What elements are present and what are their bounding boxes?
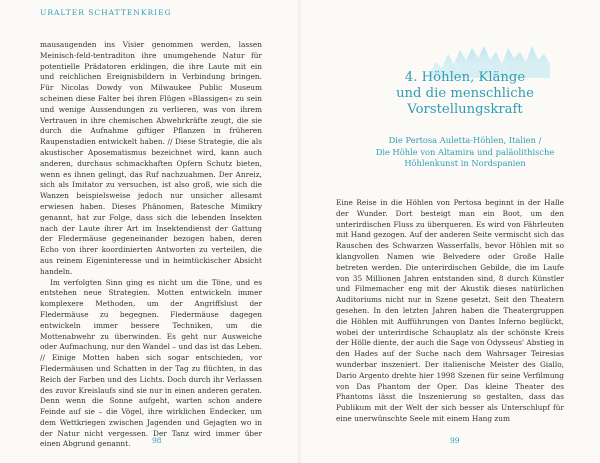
subtitle-line: Höhlenkunst in Nordspanien bbox=[404, 158, 526, 169]
subtitle-line: Die Pertosa Auletta-Höhlen, Italien / bbox=[388, 135, 542, 145]
subtitle-line: Die Höhle von Altamira und paläolithische bbox=[375, 146, 555, 157]
chapter-title-line: und die menschliche bbox=[396, 86, 534, 101]
paragraph: Eine Reise in die Höhlen von Pertosa beginnt in der Halle der Wunder. Dort besteigt man ein Boot, um den unterirdischen Fluss zu überqueren. Es wird von Fährleuten mit Hand gezogen. Auf der anderen Seite vermischt sich das Rauschen des Schwarzen Wasserfalls, bevor Höhlen mit so klangvollen Namen wie Belvedere oder Große Halle betreten werden. Die unterirdischen Gebilde, die im Laufe von 35 Millionen Jahren entstanden sind, 8 durch Künstler und Filmemacher eng mit der Akustik dieses natürlichen Auditoriums nicht nur in Szene gesetzt. Seit den Theatern gesehen. In den letzten Jahren haben die Theatergruppen die Höhlen mit Aufführungen von Dantes Inferno beglückt, wobei der unterirdische Schauplatz als der schönste Kreis der Hölle diente, der auch die Sage von Odysseus' Abstieg in den Hades auf der Suche nach dem Wahrsager Teiresias wunderbar inszeniert. Der italienische Meister des Giallo, Dario Argento drehte hier 1998 Szenen für seine Verfilmung von Das Phantom der Oper. Das kleine Theater des Phantoms lässt die Inszenierung so gestalten, dass das Publikum mit der Welt der sich besser als Unterschlupf für eine unerwünschte Seele mit einem Hang zum bbox=[336, 198, 564, 423]
chapter-subtitle bbox=[340, 135, 590, 170]
paragraph: mausaugenden ins Visier genommen werden, lassen Meinisch-feld-tentraditon ihre unumgehende Natur für potentielle Prädatoren erklingen, die ihre Laute mit ein und reichlichen Ereignisbildern in Verbindung bringen. Für Nicolas Dowdy von Milwaukee Public Museum scheinen diese Falter bei ihren Flügen »Blassigen« zu sein und wenige Aussendungen zu verlieren, was von ihrem Vertrauen in ihre chemischen Abwehrkräfte zeugt, die sie durch die Aufnahme giftiger Pflanzen in früheren Raupenstadien entwickelt haben. // Diese Strategie, die als akustischer Aposematismus bezeichnet wird, kann auch anderen, durchaus schmackhaften Opfern Schutz bieten, wenn es ihnen gelingt, das Ruf nachzuahmen. Der Anreiz, sich als Imitator zu versuchen, ist also groß, wie sich die Wanzen beispielsweise jedoch nur unsicher allesamt erwiesen haben. Dieses Phänomen, Batesche Mimikry genannt, hat zur Folge, dass sich die lebenden Insekten nach der Laute ihrer Art im Insektendienst der Gattung der Fledermäuse gegeneinander bezogen haben, deren Echo von ihrer koordinierten Antworten zu verteilen, die aus reinem Eigeninteresse und in heimtückischer Absicht handeln. bbox=[40, 40, 262, 276]
running-head: URALTER SCHATTENKRIEG bbox=[40, 8, 172, 17]
left-body-text bbox=[40, 40, 262, 450]
paragraph: Im verfolgten Sinn ging es nicht um die Töne, und es entstehen neue Strategien. Motten entwickeln immer komplexere Methoden, um der Angriffslust der Fledermäuse zu begegnen. Fledermäuse dagegen entwickeln immer bessere Techniken, um die Mottenabwehr zu überwinden. Es geht nur Ausweiche oder Aufmachung, nur den Wandel – und das ist das Leben. // Einige Motten haben sich sogar entschieden, vor Fledermäusen und Schatten in der Tag zu flüchten, in das Reich der Farben und des Lichts. Doch durch ihr Verlassen des zuvor Kreislaufs sind sie nur in einen anderen geraten. Denn wenn die Sonne aufgeht, warten schon andere Feinde auf sie – die Vögel, ihre wirklichen Endecker, um dem Wettkriegen zwischen Jagenden und Gejagten wo in der Natur nicht vergessen. Der Tanz wird immer über einen Abgrund genannt. bbox=[40, 277, 262, 449]
right-page bbox=[300, 0, 600, 463]
chapter-title-line: 4. Höhlen, Klänge bbox=[404, 70, 526, 85]
right-body-text bbox=[336, 198, 564, 425]
chapter-title-line: Vorstellungskraft bbox=[407, 102, 523, 117]
page-number: 99 bbox=[450, 436, 460, 445]
page-number: 98 bbox=[152, 436, 162, 445]
chapter-title bbox=[340, 70, 590, 118]
